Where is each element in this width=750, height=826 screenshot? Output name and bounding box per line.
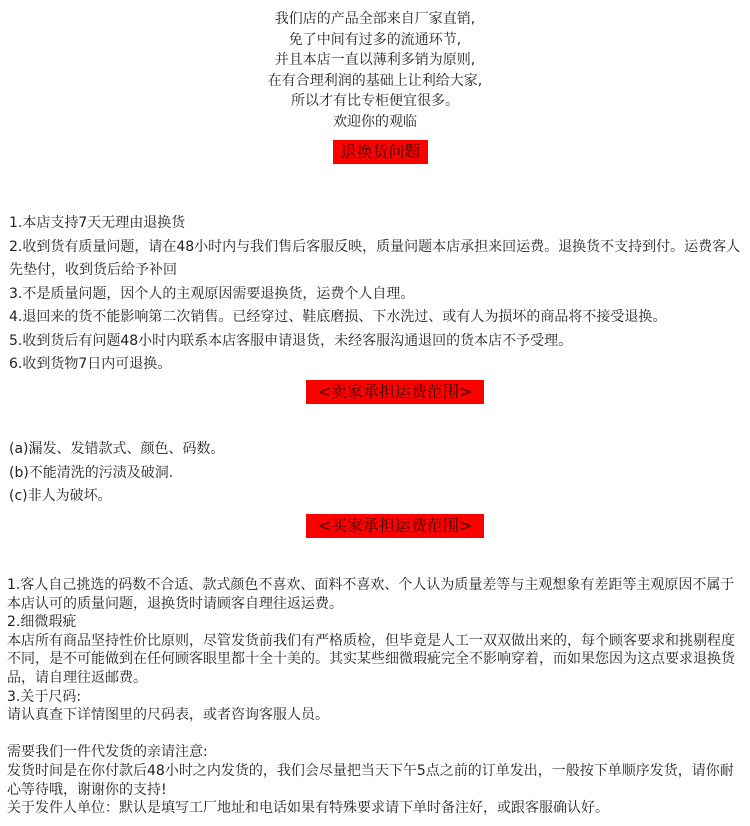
buyer-scope-list: [7, 576, 747, 818]
intro-text: [0, 9, 750, 132]
list-item: 本店所有商品坚持性价比原则，尽管发货前我们有严格质检，但毕竟是人工一双双做出来的，每个顾客要求和挑剔程度不同，是不可能做到在任何顾客眼里都十全十美的。其实某些细微瑕疵完全不影响穿着，而如果您因为这点要求退换货品，请自理往返邮费。: [7, 632, 735, 686]
notice-line: 发货时间是在你付款后48小时之内发货的，我们会尽量把当天下午5点之前的订单发出，一般按下单顺序发货，请你耐心等待哦，谢谢你的支持!: [7, 762, 734, 798]
list-item: 4.退回来的货不能影响第二次销售。已经穿过、鞋底磨损、下水洗过、或有人为损坏的商品将不接受退换。: [9, 309, 667, 325]
return-policy-list: [9, 212, 747, 377]
list-item: 5.收到货后有问题48小时内联系本店客服申请退货，未经客服沟通退回的货本店不予受理。: [9, 332, 573, 349]
seller-scope-banner: <卖家承担运费范围>: [306, 380, 484, 404]
intro-line: 欢迎你的观临: [333, 113, 417, 130]
list-item: 请认真查下详情图里的尺码表，或者咨询客服人员。: [7, 707, 329, 724]
notice-line: 关于发件人单位：默认是填写工厂地址和电话如果有特殊要求请下单时备注好，或跟客服确认好。: [7, 800, 609, 817]
intro-line: 所以才有比专柜便宜很多。: [291, 93, 459, 109]
intro-line: 免了中间有过多的流通环节,: [288, 31, 462, 48]
spacer: [7, 725, 747, 744]
list-item: 3.关于尺码:: [7, 688, 82, 705]
seller-scope-list: [9, 438, 747, 509]
list-item: (c)非人为破坏。: [9, 488, 112, 504]
list-item: 2.细微瑕疵: [7, 614, 77, 631]
list-item: 1.本店支持7天无理由退换货: [9, 215, 186, 231]
list-item: 1.客人自己挑选的码数不合适、款式颜色不喜欢、面料不喜欢、个人认为质量差等与主观想象有差距等主观原因不属于本店认可的质量问题，退换货时请顾客自理往返运费。: [7, 577, 735, 612]
intro-line: 在有合理利润的基础上让利给大家,: [267, 72, 483, 89]
list-item: (a)漏发、发错款式、颜色、码数。: [9, 441, 225, 457]
intro-line: 并且本店一直以薄利多销为原则,: [274, 52, 476, 68]
intro-line: 我们店的产品全部来自厂家直销,: [274, 11, 476, 27]
list-item: 3.不是质量问题，因个人的主观原因需要退换货，运费个人自理。: [9, 285, 415, 302]
notice-line: 需要我们一件代发货的亲请注意:: [7, 744, 208, 761]
return-policy-banner: 退换货问题: [333, 140, 428, 164]
buyer-scope-banner: <买家承担运费范围>: [306, 514, 484, 538]
list-item: (b)不能清洗的污渍及破洞.: [9, 464, 174, 481]
list-item: 2.收到货有质量问题，请在48小时内与我们售后客服反映，质量问题本店承担来回运费。退换货不支持到付。运费客人先垫付，收到货后给予补回: [9, 238, 741, 278]
list-item: 6.收到货物7日内可退换。: [9, 356, 172, 372]
